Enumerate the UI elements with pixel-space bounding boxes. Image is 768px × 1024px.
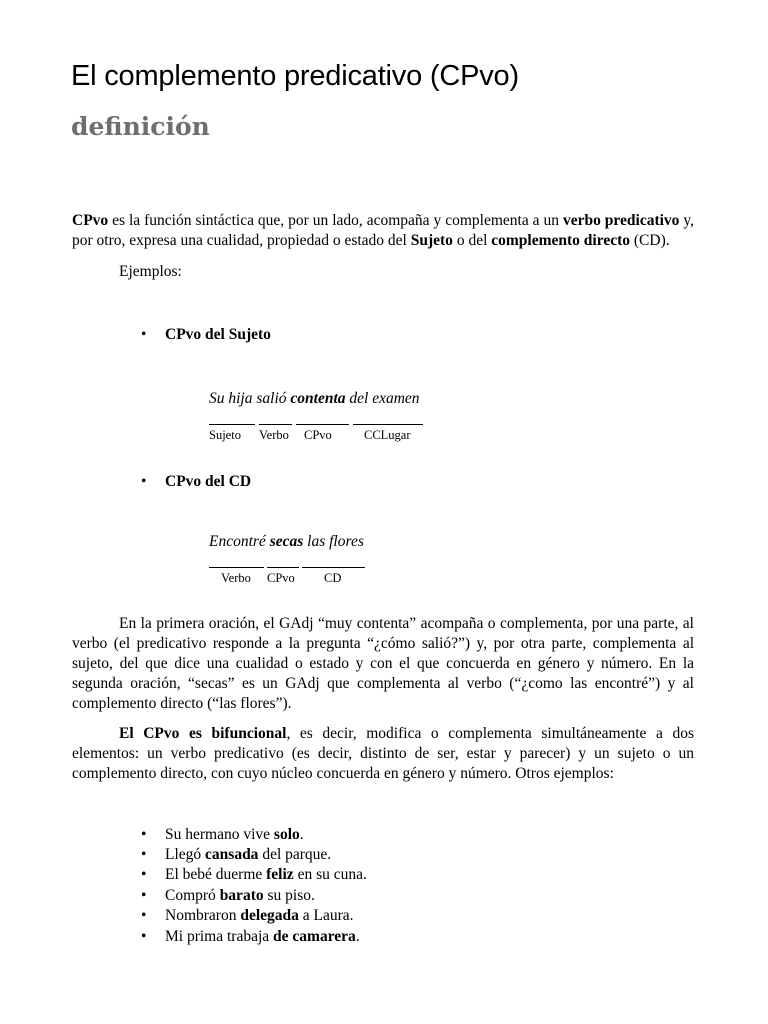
bifunctional-paragraph <box>72 724 694 784</box>
item-text: su piso. <box>263 887 315 904</box>
list-item <box>165 887 315 905</box>
examples-label: Ejemplos: <box>119 263 182 280</box>
bullet-icon: • <box>141 326 147 343</box>
underline-cpvo <box>296 424 349 425</box>
definition-text: (CD). <box>630 232 670 249</box>
example2-heading: CPvo del CD <box>165 473 252 490</box>
item-text: Mi prima trabaja <box>165 928 274 945</box>
bullet-icon: • <box>141 846 147 863</box>
list-item <box>165 928 360 946</box>
sentence-part: Encontré <box>209 533 270 550</box>
item-cpvo: feliz <box>266 866 294 883</box>
item-text: a Laura. <box>298 907 354 924</box>
underline-cpvo <box>267 567 299 568</box>
label-cclugar: CCLugar <box>364 428 411 442</box>
item-cpvo: de camarera <box>273 928 356 945</box>
list-item <box>165 866 367 884</box>
item-cpvo: barato <box>219 887 264 904</box>
underline-verbo <box>259 424 292 425</box>
list-item <box>165 907 354 925</box>
item-text: Nombraron <box>165 907 241 924</box>
example1-sentence <box>209 389 420 409</box>
definition-text: o del <box>452 232 492 249</box>
underline-sujeto <box>209 424 255 425</box>
item-cpvo: cansada <box>205 846 259 863</box>
sentence-part: del examen <box>345 390 420 407</box>
label-cd: CD <box>324 571 342 585</box>
bifunctional-emphasis: El CPvo es bifuncional <box>119 725 287 742</box>
item-text: Su hermano vive <box>165 826 274 843</box>
underline-verbo <box>209 567 264 568</box>
label-cpvo: CPvo <box>304 428 332 442</box>
example1-heading: CPvo del Sujeto <box>165 326 271 343</box>
definition-paragraph <box>72 211 694 251</box>
item-text: Compró <box>165 887 220 904</box>
item-text: Llegó <box>165 846 206 863</box>
list-item <box>165 846 331 864</box>
item-text: . <box>299 826 304 843</box>
term-sujeto: Sujeto <box>410 232 453 249</box>
label-verbo: Verbo <box>259 428 289 442</box>
bullet-icon: • <box>141 928 147 945</box>
item-cpvo: delegada <box>240 907 299 924</box>
bullet-icon: • <box>141 866 147 883</box>
term-complemento-directo: complemento directo <box>491 232 630 249</box>
item-text: . <box>355 928 360 945</box>
definition-text: y, por otro, expresa una cualidad, propiedad o estado del <box>72 212 694 249</box>
sentence-cpvo: secas <box>269 533 304 550</box>
bifunctional-text: , es decir, modifica o complementa simultáneamente a dos elementos: un verbo predicativo (es decir, distinto de ser, estar y parecer) y un sujeto o un complemento directo, con cuyo núcleo concuerda en género y número. Otros ejemplos: <box>72 725 694 782</box>
label-verbo: Verbo <box>221 571 251 585</box>
definition-text: es la función sintáctica que, por un lado, acompaña y complementa a un <box>108 212 563 229</box>
label-sujeto: Sujeto <box>209 428 241 442</box>
term-cpvo: CPvo <box>72 212 109 229</box>
list-item <box>165 826 304 844</box>
item-text: en su cuna. <box>293 866 367 883</box>
bullet-icon: • <box>141 473 147 490</box>
page-title: El complemento predicativo (CPvo) <box>71 60 519 92</box>
bullet-icon: • <box>141 907 147 924</box>
explanation-paragraph: En la primera oración, el GAdj “muy contenta” acompaña o complementa, por una parte, al verbo (el predicativo responde a la pregunta “¿cómo salió?”) y, por otra parte, complementa al sujeto, del que dice una cualidad o estado y con el que concuerda en género y número. En la segunda oración, “secas” es un GAdj que complementa al verbo (“¿como las encontré”) y al complemento directo (“las flores”). <box>72 615 694 712</box>
underline-cd <box>302 567 365 568</box>
bullet-icon: • <box>141 826 147 843</box>
item-text: del parque. <box>258 846 332 863</box>
label-cpvo: CPvo <box>267 571 295 585</box>
item-text: El bebé duerme <box>165 866 267 883</box>
page-subtitle: definición <box>71 112 210 141</box>
sentence-part: las flores <box>303 533 364 550</box>
example2-sentence <box>209 532 364 552</box>
sentence-cpvo: contenta <box>290 390 346 407</box>
term-verbo-predicativo: verbo predicativo <box>562 212 680 229</box>
sentence-part: Su hija salió <box>209 390 291 407</box>
underline-cclugar <box>353 424 423 425</box>
item-cpvo: solo <box>273 826 300 843</box>
bullet-icon: • <box>141 887 147 904</box>
